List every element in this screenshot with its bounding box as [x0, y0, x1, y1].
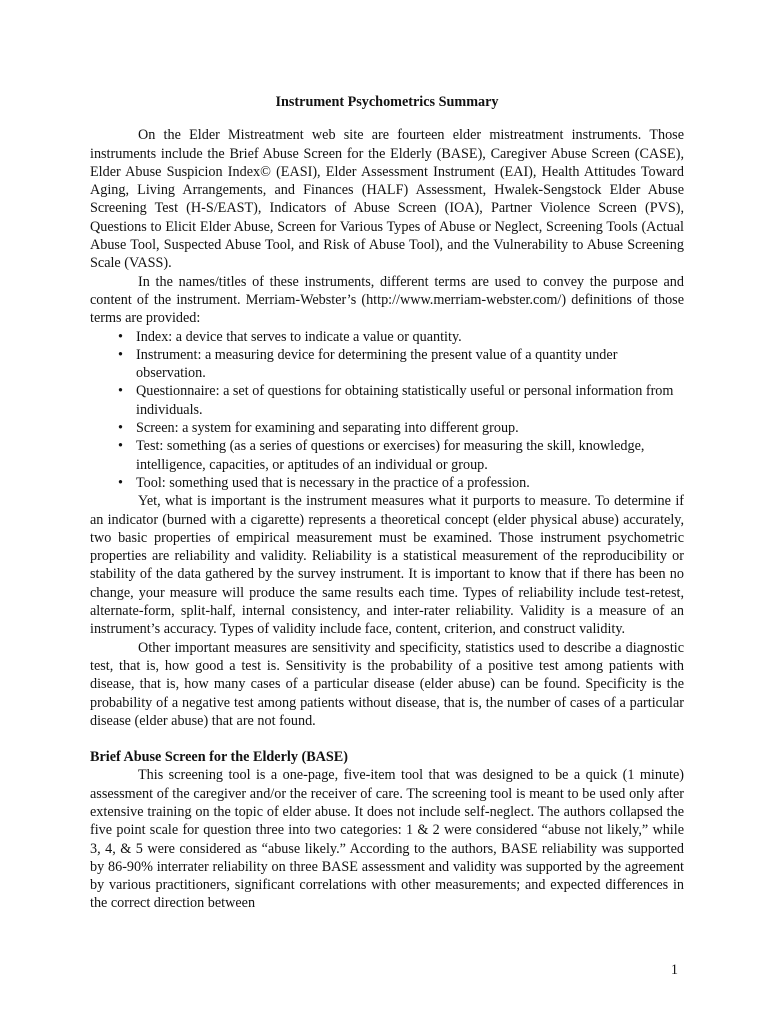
- document-title: Instrument Psychometrics Summary: [275, 94, 499, 110]
- bullet-icon: •: [118, 346, 123, 363]
- reliability-paragraph: Yet, what is important is the instrument measures what it purports to measure. To determine if an indicator (burned with a cigarette) represents a theoretical concept (elder physical abuse) accurately, two basic properties of empirical measurement must be examined. Those instrument psychometric properties are reliability and validity. Reliability is a statistical measurement of the reproducibility or stability of the data gathered by the survey instrument. It is important to know that if there has been no change, your measure will produce the same results each time. Types of reliability include test-retest, alternate-form, split-half, internal consistency, and inter-rater reliability. Validity is a measure of an instrument’s accuracy. Types of validity include face, content, criterion, and construct validity.: [90, 493, 684, 638]
- definition-text: Index: a device that serves to indicate a value or quantity.: [136, 328, 462, 345]
- definition-text: Screen: a system for examining and separating into different group.: [136, 420, 519, 437]
- definition-item: [90, 419, 684, 437]
- bullet-icon: •: [118, 328, 123, 345]
- definition-text: Test: something (as a series of questions or exercises) for measuring the skill, knowledge, intelligence, capacities, or aptitudes of an individual or group.: [136, 438, 645, 473]
- base-section-heading: Brief Abuse Screen for the Elderly (BASE): [90, 749, 348, 766]
- definition-item: [90, 382, 684, 419]
- bullet-icon: •: [118, 383, 123, 400]
- bullet-icon: •: [118, 438, 123, 455]
- sensitivity-paragraph: Other important measures are sensitivity and specificity, statistics used to describe a diagnostic test, that is, how good a test is. Sensitivity is the probability of a positive test among patients with disease, that is, how many cases of a particular disease (elder abuse) can be found. Specificity is the probability of a negative test among patients without disease, that is, the number of cases of a particular disease (elder abuse) that are not found.: [90, 639, 684, 729]
- definition-item: [90, 346, 684, 383]
- definition-text: Instrument: a measuring device for determining the present value of a quantity under observation.: [136, 346, 618, 382]
- terms-paragraph: In the names/titles of these instruments, different terms are used to convey the purpose and content of the instrument. Merriam-Webster’s (http://www.merriam-webster.com/) definitions of those terms are provided:: [90, 273, 684, 327]
- intro-paragraph: On the Elder Mistreatment web site are fourteen elder mistreatment instruments. Those instruments include the Brief Abuse Screen for the Elderly (BASE), Caregiver Abuse Screen (CASE), Elder Abuse Suspicion Index© (EASI), Elder Assessment Instrument (EAI), Health Attitudes Toward Aging, Living Arrangements, and Finances (HALF) Assessment, Hwalek-Sengstock Elder Abuse Screening Test (H-S/EAST), Indicators of Abuse Screen (IOA), Partner Violence Screen (PVS), Questions to Elicit Elder Abuse, Screen for Various Types of Abuse or Neglect, Screening Tools (Actual Abuse Tool, Suspected Abuse Tool, and Risk of Abuse Tool), and the Vulnerability to Abuse Screening Scale (VASS).: [90, 127, 684, 272]
- base-paragraph: This screening tool is a one-page, five-item tool that was designed to be a quick (1 minute) assessment of the caregiver and/or the receiver of care. The screening tool is meant to be used only after extensive training on the topic of elder abuse. It does not include self-neglect. The authors collapsed the five point scale for question three into two categories: 1 & 2 were considered “abuse not likely,” while 3, 4, & 5 were considered as “abuse likely.” According to the authors, BASE reliability was supported by 86-90% interrater reliability on three BASE assessment and validity was supported by the agreement by various practitioners, significant correlations with other measurements; and expected differences in the correct direction between: [90, 767, 684, 912]
- definition-text: Questionnaire: a set of questions for obtaining statistically useful or personal information from individuals.: [136, 383, 674, 418]
- bullet-icon: •: [118, 420, 123, 437]
- page-number: 1: [670, 962, 678, 978]
- bullet-icon: •: [118, 474, 123, 491]
- definition-text: Tool: something used that is necessary in the practice of a profession.: [136, 474, 530, 491]
- definition-item: [90, 328, 684, 346]
- definitions-list: [90, 328, 684, 493]
- definition-item: [90, 474, 684, 492]
- definition-item: [90, 437, 684, 474]
